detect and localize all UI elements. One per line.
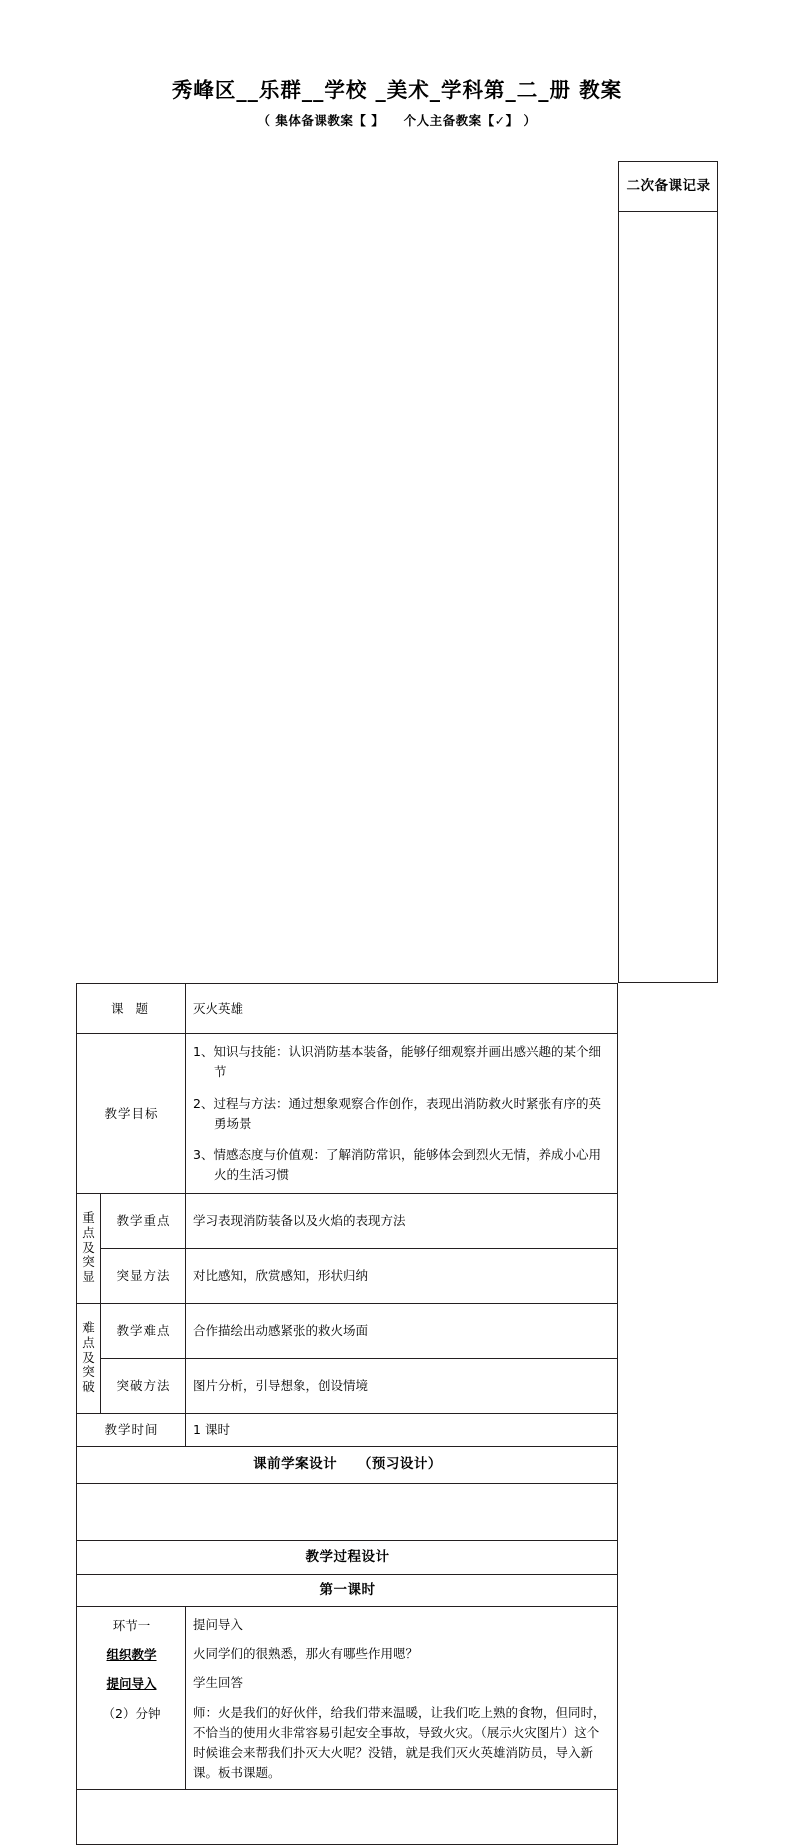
table-row-key-method xyxy=(77,1248,618,1303)
hard-point-value[interactable]: 合作描绘出动感紧张的救火场面 xyxy=(186,1303,618,1358)
objective-number: 2、 xyxy=(193,1095,214,1111)
secondary-prep-table xyxy=(618,161,718,983)
table-row-tail xyxy=(77,1789,618,1844)
secondary-prep-body[interactable] xyxy=(619,212,718,983)
group-label-key-text: 重点及突显 xyxy=(82,1210,95,1285)
objectives-value[interactable] xyxy=(186,1034,618,1194)
table-row-hard-method xyxy=(77,1358,618,1413)
process-step: （2）分钟 xyxy=(102,1705,161,1721)
group-label-hard-text: 难点及突破 xyxy=(82,1320,95,1395)
objective-text: 过程与方法：通过想象观察合作创作，表现出消防救火时紧张有序的英勇场景 xyxy=(213,1095,601,1131)
process-steps xyxy=(77,1606,186,1789)
table-row-hard-point xyxy=(77,1303,618,1358)
table-row-process-band xyxy=(77,1540,618,1574)
hard-point-label: 教学难点 xyxy=(101,1303,186,1358)
page-title: 秀峰区__乐群__学校 _美术_学科第_二_册 教案 xyxy=(171,78,623,102)
table-row-preclass-content xyxy=(77,1483,618,1540)
objective-item xyxy=(193,1145,611,1186)
pre-class-band: 课前学案设计 （预习设计） xyxy=(77,1446,618,1483)
process-step: 组织教学 xyxy=(106,1646,157,1662)
group-label-key xyxy=(77,1193,101,1303)
topic-label: 课 题 xyxy=(77,984,186,1034)
key-point-value[interactable]: 学习表现消防装备以及火焰的表现方法 xyxy=(186,1193,618,1248)
process-line: 提问导入 xyxy=(193,1616,244,1632)
table-row-process-body xyxy=(77,1606,618,1789)
tail-content[interactable] xyxy=(77,1789,618,1844)
process-content[interactable] xyxy=(186,1606,618,1789)
table-row-lesson-band xyxy=(77,1574,618,1606)
table-row-time xyxy=(77,1413,618,1446)
lesson-band: 第一课时 xyxy=(77,1574,618,1606)
table-row-objectives xyxy=(77,1034,618,1194)
tables-container xyxy=(76,161,718,1845)
process-line: 火同学们的很熟悉，那火有哪些作用嗯？ xyxy=(193,1645,419,1661)
objective-item xyxy=(193,1042,611,1083)
key-method-label: 突显方法 xyxy=(101,1248,186,1303)
process-paragraph: 师：火是我们的好伙伴，给我们带来温暖，让我们吃上熟的食物，但同时，不恰当的使用火非常容易引起安全事故，导致火灾。（展示火灾图片）这个时候谁会来帮我们扑灭大火呢？没错，就是我们灭火英雄消防员，导入新课。板书课题。 xyxy=(193,1704,606,1781)
objective-number: 3、 xyxy=(193,1147,214,1162)
key-method-value[interactable]: 对比感知，欣赏感知，形状归纳 xyxy=(186,1248,618,1303)
table-row-key-point xyxy=(77,1193,618,1248)
process-band: 教学过程设计 xyxy=(77,1540,618,1574)
group-label-hard xyxy=(77,1303,101,1413)
topic-value[interactable]: 灭火英雄 xyxy=(186,984,618,1034)
objective-item xyxy=(193,1094,611,1135)
lesson-plan-table xyxy=(76,983,618,1845)
process-step: 环节一 xyxy=(112,1617,151,1633)
hard-method-value[interactable]: 图片分析，引导想象，创设情境 xyxy=(186,1358,618,1413)
objective-text: 情感态度与价值观：了解消防常识，能够体会到烈火无情，养成小心用火的生活习惯 xyxy=(213,1147,601,1183)
table-row-topic xyxy=(77,984,618,1034)
objectives-label: 教学目标 xyxy=(77,1034,186,1194)
table-row xyxy=(619,212,718,983)
pre-class-content[interactable] xyxy=(77,1483,618,1540)
secondary-prep-header: 二次备课记录 xyxy=(619,162,718,212)
process-line: 学生回答 xyxy=(193,1675,244,1691)
hard-method-label: 突破方法 xyxy=(101,1358,186,1413)
teaching-time-value[interactable]: 1 课时 xyxy=(186,1413,618,1446)
table-row xyxy=(619,162,718,212)
process-step: 提问导入 xyxy=(106,1676,157,1692)
table-row-preclass-band xyxy=(77,1446,618,1483)
teaching-time-label: 教学时间 xyxy=(77,1413,186,1446)
key-point-label: 教学重点 xyxy=(101,1193,186,1248)
title-block xyxy=(0,78,794,129)
objective-text: 知识与技能：认识消防基本装备，能够仔细观察并画出感兴趣的某个细节 xyxy=(213,1044,601,1080)
page-subtitle: （ 集体备课教案【 】 个人主备教案【✓】 ） xyxy=(257,112,537,128)
objective-number: 1、 xyxy=(193,1044,214,1059)
